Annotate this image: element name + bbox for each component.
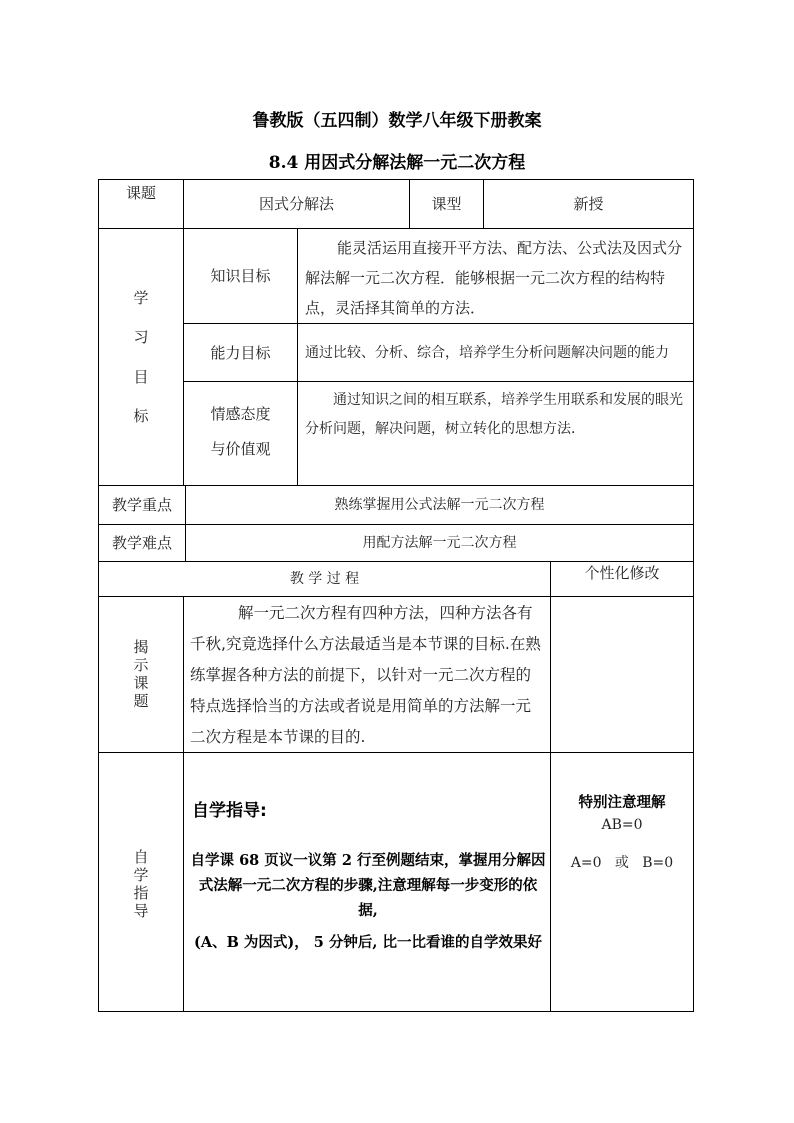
reveal-label-char: 示 [133,656,149,674]
self-study-instructions: 自学课 68 页议一议第 2 行至例题结束，掌握用分解因式法解一元二次方程的步骤,注意理解每一步变形的依据, [190,852,546,919]
objectives-label-char: 目 [133,368,149,386]
lesson-type-value: 新授 [573,195,604,213]
key-point-label: 教学重点 [111,496,172,514]
topic-value: 因式分解法 [258,195,334,213]
reveal-label-char: 课 [133,674,149,692]
objectives-label-char: 标 [133,407,149,425]
reveal-topic-text: 解一元二次方程有四种方法，四种方法各有千秋,究竟选择什么方法最适当是本节课的目标.在熟练掌握各种方法的前提下，以针对一元二次方程的特点选择恰当的方法或者说是用简单的方法解一元二次方程是本节课的目的. [190,604,541,746]
ability-goal-label: 能力目标 [210,344,271,362]
difficulty-value: 用配方法解一元二次方程 [362,535,517,551]
ability-goal-text: 通过比较、分析、综合，培养学生分析问题解决问题的能力 [305,345,669,361]
special-note-cases: A=0 或 B=0 [570,855,674,871]
knowledge-goal-text: 能灵活运用直接开平方法、配方法、公式法及因式分解法解一元二次方程．能够根据一元二次方程的结构特点，灵活择其简单的方法． [305,239,683,317]
self-study-label-char: 指 [133,884,149,902]
page-title: 鲁教版（五四制）数学八年级下册教案 [252,111,542,131]
self-study-label-char: 导 [133,902,149,920]
lesson-type-label: 课型 [431,195,462,213]
lesson-title: 8.4 用因式分解法解一元二次方程 [268,153,526,173]
self-study-label-char: 自 [133,848,149,866]
special-note-equation: AB=0 [601,817,643,833]
reveal-label-char: 揭 [133,638,149,656]
self-study-time-note: (A、B 为因式)， 5 分钟后, 比一比看谁的自学效果好 [193,934,543,951]
process-header: 教 学 过 程 [289,571,360,587]
reveal-label-char: 题 [133,692,149,710]
knowledge-goal-label: 知识目标 [210,267,271,285]
emotion-goal-label-line1: 情感态度 [210,405,271,423]
objectives-label-char: 习 [133,328,149,346]
key-point-value: 熟练掌握用公式法解一元二次方程 [334,497,545,513]
personal-edit-header: 个性化修改 [584,564,660,582]
objectives-label-char: 学 [133,289,149,307]
special-note-title: 特别注意理解 [578,794,666,811]
emotion-goal-label-line2: 与价值观 [210,440,271,458]
difficulty-label: 教学难点 [111,534,172,552]
self-study-heading: 自学指导: [192,801,267,821]
topic-label: 课题 [125,184,156,202]
self-study-label-char: 学 [133,866,149,884]
emotion-goal-text: 通过知识之间的相互联系，培养学生用联系和发展的眼光分析问题，解决问题，树立转化的思想方法． [305,392,683,437]
